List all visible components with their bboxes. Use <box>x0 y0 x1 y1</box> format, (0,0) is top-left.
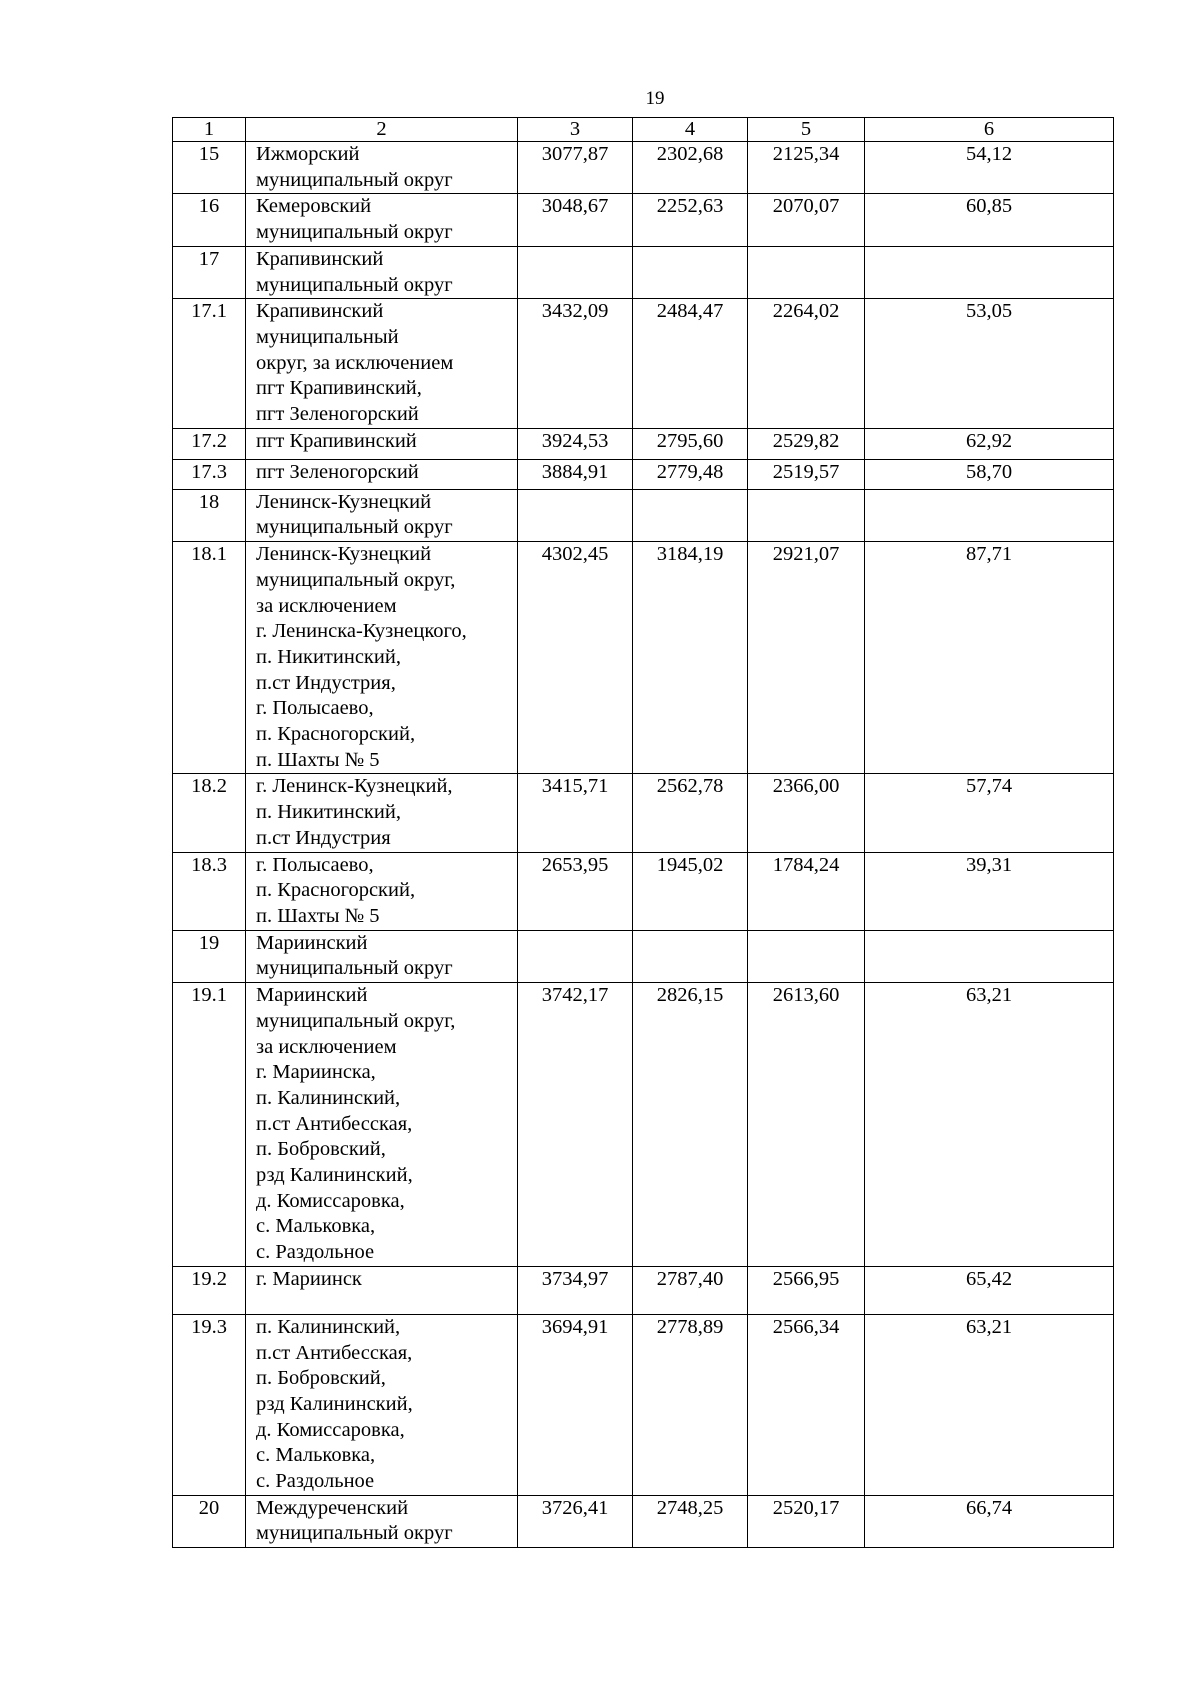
value-cell-c3: 3734,97 <box>518 1266 633 1314</box>
territory-name-cell <box>246 542 518 774</box>
table-row <box>173 1314 1114 1495</box>
value-cell-c6: 87,71 <box>865 542 1114 774</box>
territory-name-cell <box>246 983 518 1267</box>
row-number-cell: 20 <box>173 1495 246 1547</box>
value-cell-c5: 2566,95 <box>748 1266 865 1314</box>
value-cell-c5 <box>748 246 865 298</box>
territory-name-line: рзд Калининский, <box>256 1164 413 1187</box>
value-cell-c4: 2252,63 <box>633 194 748 246</box>
territory-name-cell <box>246 489 518 541</box>
value-cell-c6: 63,21 <box>865 1314 1114 1495</box>
table-row <box>173 1266 1114 1314</box>
territory-name-line: п. Красногорский, <box>256 879 416 902</box>
territory-name-line: г. Ленинска-Кузнецкого, <box>256 620 467 643</box>
value-cell-c3 <box>518 246 633 298</box>
territory-name-line: округ, за исключением <box>256 351 454 374</box>
territory-name-cell <box>246 852 518 930</box>
value-cell-c3: 3077,87 <box>518 142 633 194</box>
row-number-cell: 19.3 <box>173 1314 246 1495</box>
territory-name-line: за исключением <box>256 1035 397 1058</box>
value-cell-c6: 57,74 <box>865 774 1114 852</box>
value-cell-c6: 54,12 <box>865 142 1114 194</box>
value-cell-c5: 2613,60 <box>748 983 865 1267</box>
value-cell-c6 <box>865 246 1114 298</box>
header-cell: 6 <box>865 118 1114 142</box>
value-cell-c3: 3924,53 <box>518 428 633 459</box>
territory-name-cell <box>246 1314 518 1495</box>
row-number-cell: 15 <box>173 142 246 194</box>
value-cell-c3 <box>518 930 633 982</box>
value-cell-c4: 2826,15 <box>633 983 748 1267</box>
value-cell-c4: 2484,47 <box>633 299 748 429</box>
table-row <box>173 852 1114 930</box>
value-cell-c3: 4302,45 <box>518 542 633 774</box>
value-cell-c4: 2748,25 <box>633 1495 748 1547</box>
territory-name-line: п. Никитинский, <box>256 801 401 824</box>
territory-name-line: п.ст Индустрия, <box>256 671 396 694</box>
territory-name-line: пгт Зеленогорский <box>256 403 419 426</box>
territory-name-line: пгт Крапивинский <box>256 429 417 452</box>
territory-name-cell <box>246 428 518 459</box>
value-cell-c4: 2562,78 <box>633 774 748 852</box>
table-row <box>173 542 1114 774</box>
territory-name-line: муниципальный округ <box>256 516 453 539</box>
row-number-cell: 18.1 <box>173 542 246 774</box>
value-cell-c3: 3726,41 <box>518 1495 633 1547</box>
territory-name-line: г. Мариинска, <box>256 1061 376 1084</box>
row-number-cell: 17.3 <box>173 459 246 489</box>
value-cell-c5: 2566,34 <box>748 1314 865 1495</box>
territory-name-line: п. Калининский, <box>256 1315 401 1338</box>
territory-name-line: Крапивинский <box>256 247 384 270</box>
territory-name-line: г. Ленинск-Кузнецкий, <box>256 775 453 798</box>
territory-name-cell <box>246 1495 518 1547</box>
value-cell-c3: 3742,17 <box>518 983 633 1267</box>
territory-name-line: Междуреченский <box>256 1496 409 1519</box>
territory-name-line: муниципальный округ, <box>256 1009 456 1032</box>
territory-name-line: Ленинск-Кузнецкий <box>256 490 432 513</box>
value-cell-c5: 2366,00 <box>748 774 865 852</box>
value-cell-c5: 2264,02 <box>748 299 865 429</box>
header-cell: 3 <box>518 118 633 142</box>
territory-name-line: п. Шахты № 5 <box>256 904 380 927</box>
territory-name-line: д. Комиссаровка, <box>256 1189 405 1212</box>
header-cell: 5 <box>748 118 865 142</box>
territory-name-cell <box>246 246 518 298</box>
territory-name-line: п. Бобровский, <box>256 1367 386 1390</box>
territory-name-line: муниципальный округ <box>256 168 453 191</box>
territory-name-line: муниципальный <box>256 325 399 348</box>
value-cell-c4 <box>633 930 748 982</box>
value-cell-c3: 3048,67 <box>518 194 633 246</box>
territory-name-cell <box>246 774 518 852</box>
territory-name-line: п. Шахты № 5 <box>256 748 380 771</box>
table-row <box>173 246 1114 298</box>
value-cell-c5: 2520,17 <box>748 1495 865 1547</box>
table-row <box>173 1495 1114 1547</box>
value-cell-c4 <box>633 246 748 298</box>
territory-name-line: Мариинский <box>256 984 368 1007</box>
territory-name-line: п.ст Индустрия <box>256 826 391 849</box>
value-cell-c5: 2529,82 <box>748 428 865 459</box>
table-row <box>173 194 1114 246</box>
territory-name-cell <box>246 1266 518 1314</box>
territory-name-cell <box>246 930 518 982</box>
value-cell-c5: 2921,07 <box>748 542 865 774</box>
value-cell-c5 <box>748 930 865 982</box>
value-cell-c5: 2125,34 <box>748 142 865 194</box>
value-cell-c4: 2787,40 <box>633 1266 748 1314</box>
value-cell-c3: 3884,91 <box>518 459 633 489</box>
page-number: 19 <box>645 88 665 109</box>
territory-name-line: муниципальный округ <box>256 221 453 244</box>
table-row <box>173 428 1114 459</box>
territory-name-line: за исключением <box>256 594 397 617</box>
value-cell-c6: 66,74 <box>865 1495 1114 1547</box>
value-cell-c4 <box>633 489 748 541</box>
table-row <box>173 774 1114 852</box>
row-number-cell: 19.2 <box>173 1266 246 1314</box>
value-cell-c4: 1945,02 <box>633 852 748 930</box>
value-cell-c4: 3184,19 <box>633 542 748 774</box>
territory-name-line: п. Никитинский, <box>256 645 401 668</box>
value-cell-c5: 2519,57 <box>748 459 865 489</box>
row-number-cell: 18.2 <box>173 774 246 852</box>
territory-name-cell <box>246 299 518 429</box>
header-row <box>173 118 1114 142</box>
territory-name-line: пгт Крапивинский, <box>256 377 422 400</box>
row-number-cell: 17 <box>173 246 246 298</box>
value-cell-c5: 2070,07 <box>748 194 865 246</box>
row-number-cell: 16 <box>173 194 246 246</box>
value-cell-c3: 3694,91 <box>518 1314 633 1495</box>
value-cell-c5 <box>748 489 865 541</box>
table-row <box>173 983 1114 1267</box>
row-number-cell: 19 <box>173 930 246 982</box>
table-row <box>173 459 1114 489</box>
value-cell-c6: 63,21 <box>865 983 1114 1267</box>
row-number-cell: 18 <box>173 489 246 541</box>
value-cell-c6: 39,31 <box>865 852 1114 930</box>
territory-name-line: с. Мальковка, <box>256 1444 376 1467</box>
value-cell-c6 <box>865 930 1114 982</box>
value-cell-c4: 2779,48 <box>633 459 748 489</box>
table-row <box>173 930 1114 982</box>
row-number-cell: 17.1 <box>173 299 246 429</box>
value-cell-c6: 53,05 <box>865 299 1114 429</box>
territory-name-line: п. Калининский, <box>256 1086 401 1109</box>
territory-name-line: г. Полысаево, <box>256 853 374 876</box>
territory-name-line: п. Красногорский, <box>256 723 416 746</box>
row-number-cell: 19.1 <box>173 983 246 1267</box>
table-body <box>173 118 1114 1548</box>
territory-name-line: г. Мариинск <box>256 1267 362 1290</box>
value-cell-c6 <box>865 489 1114 541</box>
territory-name-line: п.ст Антибесская, <box>256 1112 413 1135</box>
territory-name-line: Крапивинский <box>256 300 384 323</box>
territory-name-line: г. Полысаево, <box>256 697 374 720</box>
territory-name-line: с. Мальковка, <box>256 1215 376 1238</box>
territory-name-line: п. Бобровский, <box>256 1138 386 1161</box>
territory-name-cell <box>246 459 518 489</box>
tariff-table <box>172 117 1114 1548</box>
value-cell-c4: 2795,60 <box>633 428 748 459</box>
row-number-cell: 17.2 <box>173 428 246 459</box>
territory-name-line: Мариинский <box>256 931 368 954</box>
row-number-cell: 18.3 <box>173 852 246 930</box>
value-cell-c6: 62,92 <box>865 428 1114 459</box>
value-cell-c4: 2778,89 <box>633 1314 748 1495</box>
header-cell: 4 <box>633 118 748 142</box>
territory-name-line: муниципальный округ <box>256 1522 453 1545</box>
territory-name-line: д. Комиссаровка, <box>256 1418 405 1441</box>
territory-name-line: пгт Зеленогорский <box>256 460 419 483</box>
territory-name-cell <box>246 142 518 194</box>
value-cell-c6: 60,85 <box>865 194 1114 246</box>
territory-name-line: Кемеровский <box>256 195 372 218</box>
value-cell-c3 <box>518 489 633 541</box>
territory-name-line: с. Раздольное <box>256 1241 375 1264</box>
territory-name-line: Ленинск-Кузнецкий <box>256 543 432 566</box>
territory-name-line: п.ст Антибесская, <box>256 1341 413 1364</box>
value-cell-c3: 2653,95 <box>518 852 633 930</box>
territory-name-line: муниципальный округ, <box>256 568 456 591</box>
territory-name-line: рзд Калининский, <box>256 1392 413 1415</box>
territory-name-line: муниципальный округ <box>256 957 453 980</box>
territory-name-line: муниципальный округ <box>256 273 453 296</box>
value-cell-c6: 65,42 <box>865 1266 1114 1314</box>
header-cell: 1 <box>173 118 246 142</box>
table-row <box>173 142 1114 194</box>
territory-name-cell <box>246 194 518 246</box>
value-cell-c6: 58,70 <box>865 459 1114 489</box>
header-cell: 2 <box>246 118 518 142</box>
table-row <box>173 489 1114 541</box>
value-cell-c3: 3415,71 <box>518 774 633 852</box>
territory-name-line: Ижморский <box>256 143 360 165</box>
value-cell-c3: 3432,09 <box>518 299 633 429</box>
table-row <box>173 299 1114 429</box>
value-cell-c5: 1784,24 <box>748 852 865 930</box>
value-cell-c4: 2302,68 <box>633 142 748 194</box>
territory-name-line: с. Раздольное <box>256 1470 375 1493</box>
